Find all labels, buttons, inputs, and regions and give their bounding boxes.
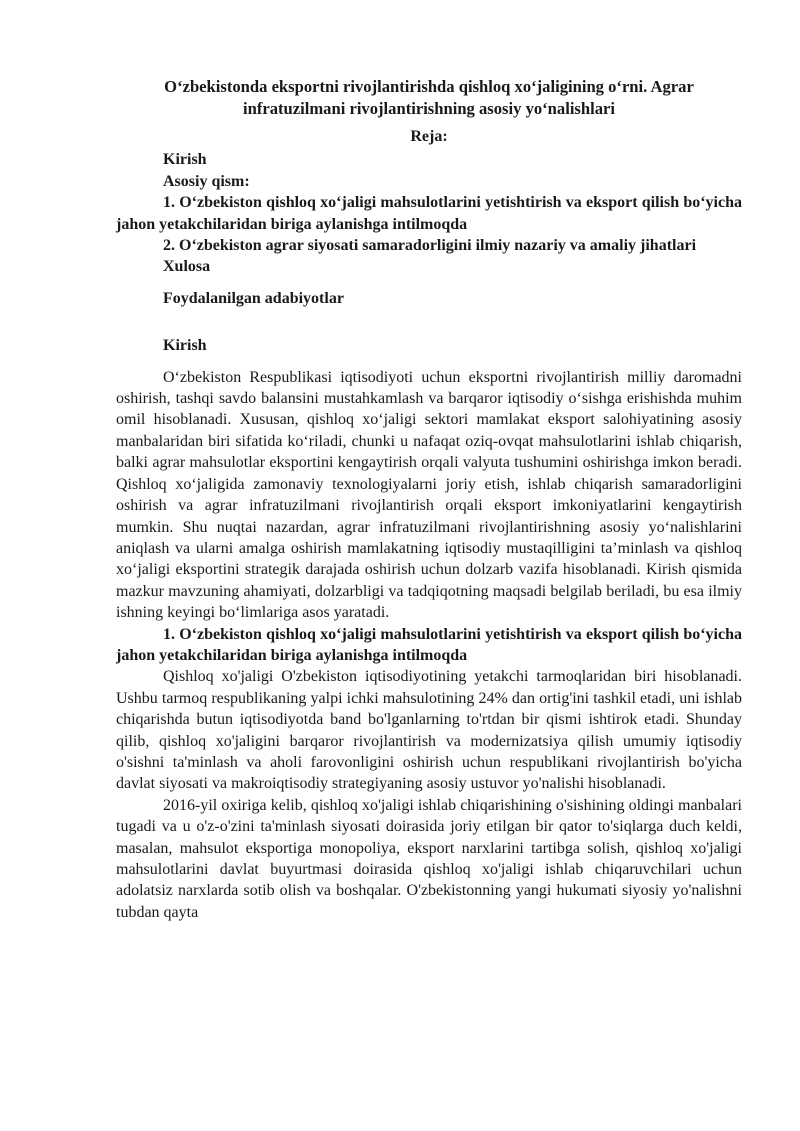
plan-item-references: Foydalanilgan adabiyotlar [163, 289, 344, 307]
section1-heading: 1. O‘zbekiston qishloq xo‘jaligi mahsulotlarini yetishtirish va eksport qilish bo‘yicha jahon yetakchilaridan biriga aylanishga intilmoqda [116, 625, 742, 664]
plan-item-intro: Kirish [163, 151, 207, 169]
plan-item-main: Asosiy qism: [163, 172, 250, 190]
intro-heading: Kirish [163, 337, 207, 355]
plan-item-2: 2. O‘zbekiston agrar siyosati samaradorligini ilmiy nazariy va amaliy jihatlari [163, 237, 697, 255]
document-title: O‘zbekistonda eksportni rivojlantirishda qishloq xo‘jaligining o‘rni. Agrar infratuzilmani rivojlantirishning asosiy yo‘nalishlari [164, 77, 694, 118]
intro-paragraph: O‘zbekiston Respublikasi iqtisodiyoti uchun eksportni rivojlantirish milliy daromadni oshirish, tashqi savdo balansini mustahkamlash va barqaror iqtisodiy o‘sishga erishishda muhim omil hisoblanadi. Xususan, qishloq xo‘jaligi sektori mamlakat eksport salohiyatining asosiy manbalaridan biri sifatida ko‘riladi, chunki u nafaqat oziq-ovqat mahsulotlarini ishlab chiqarish, balki agrar mahsulotlar eksportini kengaytirish orqali valyuta tushumini oshirishga imkon beradi. Qishloq xo‘jaligida zamonaviy texnologiyalarni joriy etish, ishlab chiqarish samaradorligini oshirish va agrar infratuzilmani rivojlantirish orqali eksport imkoniyatlarini kengaytirish mumkin. Shu nuqtai nazardan, agrar infratuzilmani rivojlantirishning asosiy yo‘nalishlarini aniqlash va ularni amalga oshirish mamlakatning iqtisodiy mustaqilligini ta’minlash va qishloq xo‘jaligi eksportini strategik darajada oshirish uchun dolzarb vazifa hisoblanadi. Kirish qismida mazkur mavzuning ahamiyati, dolzarbligi va tadqiqotning maqsadi belgilab beriladi, bu esa ilmiy ishning keyingi bo‘limlariga asos yaratadi. [116, 368, 742, 622]
plan-item-conclusion: Xulosa [163, 258, 211, 276]
document-body [116, 76, 742, 923]
section1-paragraph-2: 2016-yil oxiriga kelib, qishloq xo'jaligi ishlab chiqarishining o'sishining oldingi manbalari tugadi va u o'z-o'zini ta'minlash siyosati doirasida joriy etilgan bir qator to'siqlarga duch keldi, masalan, mahsulot eksportiga monopoliya, eksport narxlarini tartibga solish, qishloq xo'jaligi mahsulotlarini davlat buyurtmasi doirasida qishloq xo'jaligi ishlab chiqaruvchilari uchun adolatsiz narxlarda sotib olish va boshqalar. O'zbekistonning yangi hukumati siyosiy yo'nalishni tubdan qayta [116, 796, 742, 921]
plan-item-1: 1. O‘zbekiston qishloq xo‘jaligi mahsulotlarini yetishtirish va eksport qilish bo‘yicha jahon yetakchilaridan biriga aylanishga intilmoqda [116, 194, 742, 233]
plan-heading: Reja: [410, 128, 448, 145]
section1-paragraph-1: Qishloq xo'jaligi O'zbekiston iqtisodiyotining yetakchi tarmoqlaridan biri hisoblanadi. Ushbu tarmoq respublikaning yalpi ichki mahsulotining 24% dan ortig'ini tashkil etadi, uni ishlab chiqarishda butun iqtisodiyotda band bo'lganlarning to'rtdan bir qismi ishtirok etadi. Shunday qilib, qishloq xo'jaligini barqaror rivojlantirish va modernizatsiya qilish umumiy iqtisodiy o'sishni ta'minlash va aholi farovonligini oshirish uchun respublikani rivojlantirish bo'yicha davlat siyosati va makroiqtisodiy strategiyaning asosiy ustuvor yo'nalishi hisoblanadi. [116, 668, 742, 793]
